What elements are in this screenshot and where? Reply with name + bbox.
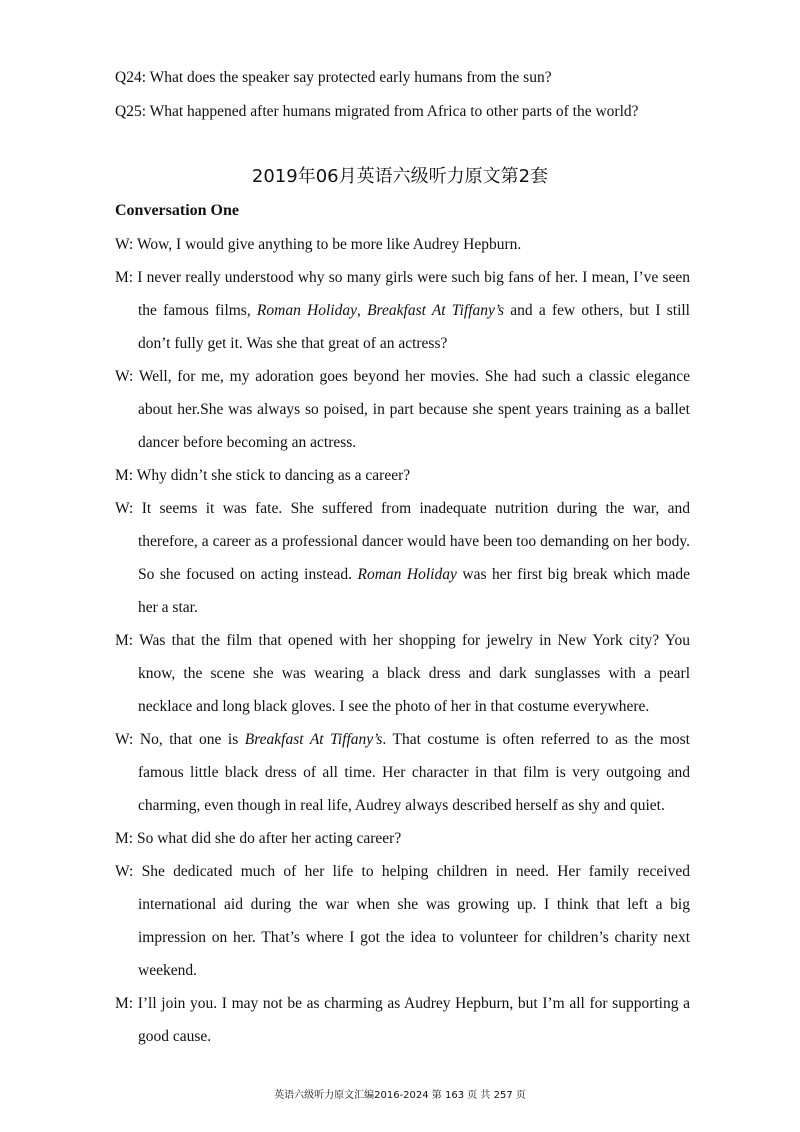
dialogue-line: M: I never really understood why so many girls were such big fans of her. I mean, I’ve seen <box>115 269 690 286</box>
dialogue-line: W: Well, for me, my adoration goes beyond her movies. She had such a classic elegance <box>115 368 690 385</box>
dialogue-line: know, the scene she was wearing a black dress and dark sunglasses with a pearl <box>138 665 690 682</box>
dialogue-turn <box>115 235 690 268</box>
dialogue-turn <box>115 862 690 994</box>
dialogue-line: W: No, that one is Breakfast At Tiffany’s. That costume is often referred to as the most <box>115 731 690 748</box>
dialogue-line: M: Was that the film that opened with her shopping for jewelry in New York city? You <box>115 632 690 649</box>
dialogue-line: about her.She was always so poised, in part because she spent years training as a ballet <box>138 401 690 418</box>
conversation-heading: Conversation One <box>115 202 239 219</box>
page-footer: 英语六级听力原文汇编2016-2024 第 163 页 共 257 页 <box>274 1090 526 1101</box>
dialogue-turn <box>115 994 690 1060</box>
question-25: Q25: What happened after humans migrated from Africa to other parts of the world? <box>115 103 639 120</box>
dialogue-line: international aid during the war when she was growing up. I think that left a big <box>138 896 690 913</box>
dialogue-line: weekend. <box>138 962 197 979</box>
dialogue-line: therefore, a career as a professional dancer would have been too demanding on her body. <box>138 533 690 550</box>
dialogue-line: the famous films, Roman Holiday, Breakfast At Tiffany’s and a few others, but I still <box>138 302 690 319</box>
dialogue-turn <box>115 730 690 829</box>
dialogue-turn <box>115 466 690 499</box>
dialogue-line: M: So what did she do after her acting career? <box>115 830 402 847</box>
dialogue-line: W: It seems it was fate. She suffered from inadequate nutrition during the war, and <box>115 500 690 517</box>
dialogue-line: W: Wow, I would give anything to be more like Audrey Hepburn. <box>115 236 522 253</box>
dialogue-line: W: She dedicated much of her life to helping children in need. Her family received <box>115 863 690 880</box>
dialogue-line: impression on her. That’s where I got the idea to volunteer for children’s charity next <box>138 929 690 946</box>
dialogue-turn <box>115 367 690 466</box>
section-title: 2019年06月英语六级听力原文第2套 <box>251 166 549 187</box>
dialogue-turn <box>115 631 690 730</box>
dialogue-turn <box>115 499 690 631</box>
dialogue-line: So she focused on acting instead. Roman Holiday was her first big break which made <box>138 566 690 583</box>
dialogue-line: her a star. <box>138 599 198 616</box>
dialogue-line: necklace and long black gloves. I see the photo of her in that costume everywhere. <box>138 698 650 715</box>
dialogue-line: M: Why didn’t she stick to dancing as a career? <box>115 467 411 484</box>
dialogue-turn <box>115 829 690 862</box>
dialogue-line: dancer before becoming an actress. <box>138 434 357 451</box>
question-24: Q24: What does the speaker say protected early humans from the sun? <box>115 69 552 86</box>
dialogue-turn <box>115 268 690 367</box>
dialogue-line: charming, even though in real life, Audrey always described herself as shy and quiet. <box>138 797 665 814</box>
dialogue-line: don’t fully get it. Was she that great of an actress? <box>138 335 448 352</box>
dialogue-line: good cause. <box>138 1028 212 1045</box>
dialogue-line: M: I’ll join you. I may not be as charming as Audrey Hepburn, but I’m all for supporting a <box>115 995 690 1012</box>
dialogue-line: famous little black dress of all time. Her character in that film is very outgoing and <box>138 764 690 781</box>
